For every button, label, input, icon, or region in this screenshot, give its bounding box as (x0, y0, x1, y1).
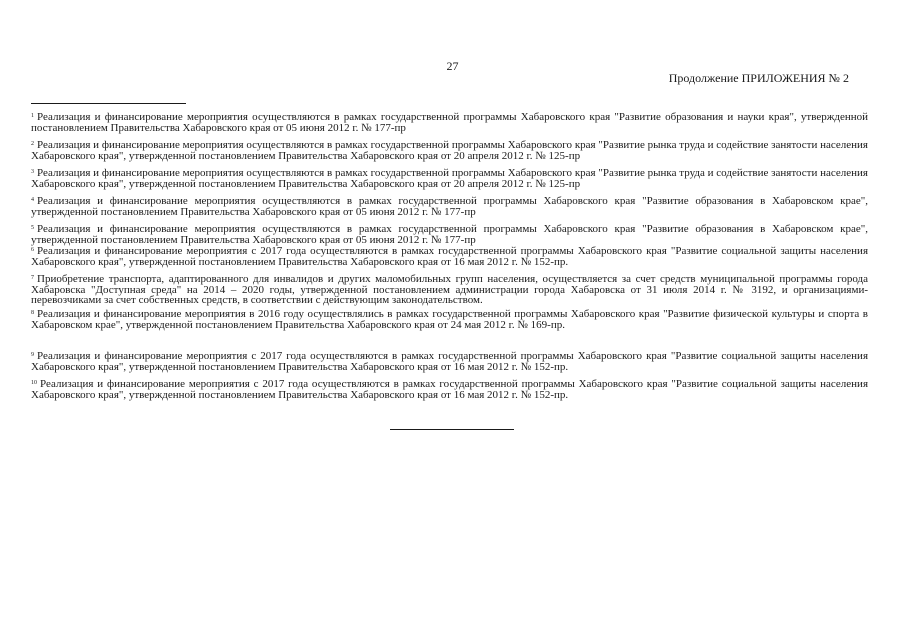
footnote-separator-rule (31, 103, 186, 104)
footnote-marker: 6 (31, 247, 34, 253)
footnote-2 (31, 140, 868, 161)
footnote-text: Реализация и финансирование мероприятия с 2017 года осуществляются в рамках государственной программы Хабаровского края "Развитие социальной защиты населения Хабаровского края", утвержденной постановлением Правительства Хабаровского края от 16 мая 2012 г. № 152-пр. (31, 350, 868, 373)
footnote-marker: 3 (31, 169, 34, 175)
footnote-9 (31, 351, 868, 372)
page-number: 27 (446, 59, 459, 73)
footnote-10 (31, 379, 868, 400)
footnote-1 (31, 112, 868, 133)
footnote-6 (31, 246, 868, 267)
footnote-text: Реализация и финансирование мероприятия с 2017 года осуществляются в рамках государственной программы Хабаровского края "Развитие социальной защиты населения Хабаровского края", утвержденной постановлением Правительства Хабаровского края от 16 мая 2012 г. № 152-пр. (31, 378, 868, 401)
footnote-text: Реализация и финансирование мероприятия с 2017 года осуществляются в рамках государственной программы Хабаровского края "Развитие социальной защиты населения Хабаровского края", утвержденной постановлением Правительства Хабаровского края от 16 мая 2012 г. № 152-пр. (31, 245, 868, 268)
footnote-text: Реализация и финансирование мероприятия осуществляются в рамках государственной программы Хабаровского края "Развитие рынка труда и содействие занятости населения Хабаровского края", утвержденной постановлением Правительства Хабаровского края от 20 апреля 2012 г. № 125-пр (31, 139, 868, 162)
footnote-marker: 10 (31, 380, 37, 386)
footnote-text: Реализация и финансирование мероприятия осуществляются в рамках государственной программы Хабаровского края "Развитие рынка труда и содействие занятости населения Хабаровского края", утвержденной постановлением Правительства Хабаровского края от 20 апреля 2012 г. № 125-пр (31, 167, 868, 190)
footnote-4 (31, 196, 868, 217)
footnote-8 (31, 309, 868, 330)
footnote-marker: 9 (31, 352, 34, 358)
footnote-marker: 2 (31, 141, 34, 147)
footnote-text: Реализация и финансирование мероприятия в 2016 году осуществлялись в рамках государственной программы Хабаровского края "Развитие физической культуры и спорта в Хабаровском крае", утвержденной постановлением Правительства Хабаровского края от 24 мая 2012 г. № 169-пр. (31, 308, 868, 331)
footnote-marker: 7 (31, 275, 34, 281)
footnote-text: Реализация и финансирование мероприятия осуществляются в рамках государственной программы Хабаровского края "Развитие образования в Хабаровском крае", утвержденной постановлением Правительства Хабаровского края от 05 июня 2012 г. № 177-пр (31, 195, 868, 218)
footnote-text: Реализация и финансирование мероприятия осуществляются в рамках государственной программы Хабаровского края "Развитие образования и науки края", утвержденной постановлением Правительства Хабаровского края от 05 июня 2012 г. № 177-пр (31, 111, 868, 134)
footnote-marker: 4 (31, 197, 34, 203)
footnote-7 (31, 274, 868, 306)
footnote-text: Реализация и финансирование мероприятия осуществляются в рамках государственной программы Хабаровского края "Развитие образования в Хабаровском крае", утвержденной постановлением Правительства Хабаровского края от 05 июня 2012 г. № 177-пр (31, 223, 868, 246)
footnote-3 (31, 168, 868, 189)
footnote-marker: 1 (31, 113, 34, 119)
footnote-5 (31, 224, 868, 245)
footnote-marker: 8 (31, 310, 34, 316)
appendix-continuation-header: Продолжение ПРИЛОЖЕНИЯ № 2 (668, 71, 849, 85)
end-of-section-rule (390, 429, 514, 430)
footnote-text: Приобретение транспорта, адаптированного для инвалидов и других маломобильных групп населения, осуществляется за счет средств муниципальной программы города Хабаровска "Доступная среда" на 2014 – 2020 годы, утвержденной постановлением администрации города Хабаровска от 31 июля 2014 г. № 3192, и организациями-перевозчиками за счет собственных средств, в соответствии с действующим законодательством. (31, 273, 868, 306)
footnote-marker: 5 (31, 225, 34, 231)
